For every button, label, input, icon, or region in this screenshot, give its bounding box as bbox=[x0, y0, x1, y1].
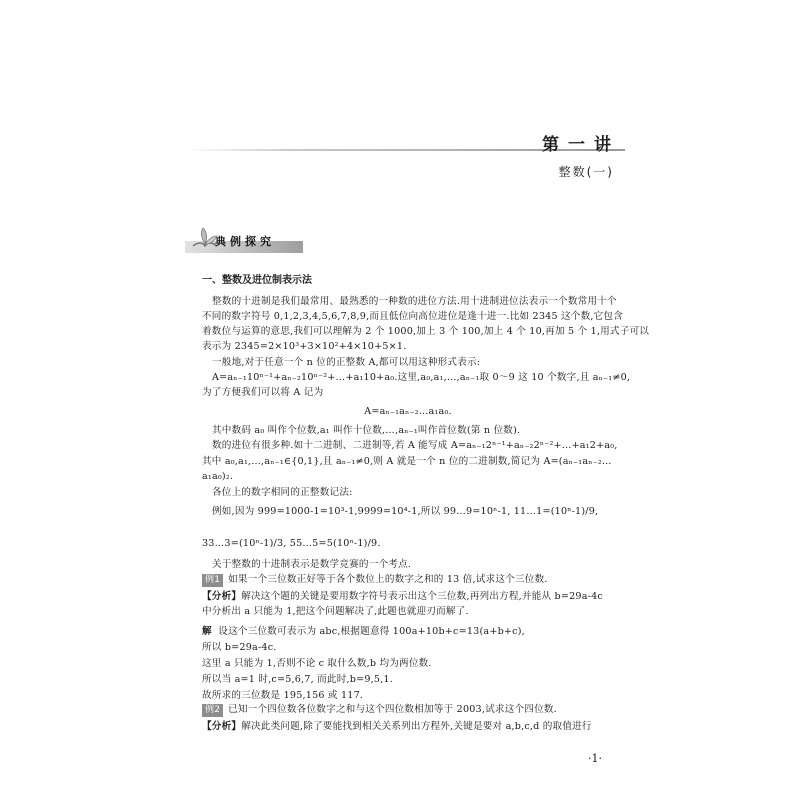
paragraph-line: 关于整数的十进制表示是数学竞赛的一个考点. bbox=[212, 559, 412, 570]
solution-line: 所以当 a=1 时,c=5,6,7, 而此时,b=9,5,1. bbox=[202, 674, 393, 685]
analysis-line bbox=[202, 590, 614, 603]
example-2 bbox=[202, 703, 614, 717]
section-banner bbox=[185, 230, 303, 252]
chapter-subtitle: 整数(一) bbox=[558, 165, 614, 179]
paragraph-line: 例如,因为 999=1000-1=10³-1,9999=10⁴-1,所以 99…9=10ⁿ-1, 11…1=(10ⁿ-1)/9, bbox=[212, 506, 599, 517]
section-title: 一、整数及进位制表示法 bbox=[202, 275, 312, 286]
analysis-line: 中分析出 a 只能为 1,把这个问题解决了,此题也就迎刃而解了. bbox=[202, 606, 469, 617]
formula-line: A=aₙ₋₁aₙ₋₂…a₁a₀. bbox=[364, 406, 452, 417]
example-tag: 例2 bbox=[202, 704, 223, 717]
paragraph-line: 33…3=(10ⁿ-1)/3, 55…5=5(10ⁿ-1)/9. bbox=[202, 538, 381, 549]
solution-line: 所以 b=29a-4c. bbox=[202, 642, 277, 653]
paragraph-line: A=aₙ₋₁10ⁿ⁻¹+aₙ₋₂10ⁿ⁻²+…+a₁10+a₀.这里,a₀,a₁,…,aₙ₋₁取 0～9 这 10 个数字,且 aₙ₋₁≠0, bbox=[212, 372, 631, 383]
solution-tag: 解 bbox=[202, 626, 212, 637]
paragraph-line: 不同的数字符号 0,1,2,3,4,5,6,7,8,9,而且低位向高位进位是逢十进一.比如 2345 这个数,它包含 bbox=[202, 311, 624, 322]
analysis-text: 解决此类问题,除了要能找到相关关系列出方程外,关键是要对 a,b,c,d 的取值进行 bbox=[241, 721, 592, 732]
paragraph-line: 各位上的数字相同的正整数记法: bbox=[212, 487, 353, 498]
solution-line bbox=[202, 625, 614, 638]
paragraph-line: 表示为 2345=2×10³+3×10²+4×10+5×1. bbox=[202, 341, 407, 352]
example-text: 如果一个三位数正好等于各个数位上的数字之和的 13 倍,试求这个三位数. bbox=[228, 574, 548, 585]
chapter-title: 第一讲 bbox=[542, 135, 620, 155]
paragraph-line: 为了方便我们可以将 A 记为 bbox=[202, 387, 324, 398]
solution-line: 故所求的三位数是 195,156 或 117. bbox=[202, 690, 364, 701]
page-number: ·1· bbox=[588, 752, 602, 765]
paragraph-line: 数的进位有很多种.如十二进制、二进制等,若 A 能写成 A=aₙ₋₁2ⁿ⁻¹+aₙ₋₂2ⁿ⁻²+…+a₁2+a₀, bbox=[212, 440, 618, 451]
solution-text: 设这个三位数可表示为 abc,根据题意得 100a+10b+c=13(a+b+c), bbox=[218, 626, 525, 637]
paragraph-line: 一般地,对于任意一个 n 位的正整数 A,都可以用这种形式表示: bbox=[212, 357, 481, 368]
solution-line: 这里 a 只能为 1,否则不论 c 取什么数,b 均为两位数. bbox=[202, 658, 432, 669]
paragraph-line: 着数位与运算的意思,我们可以理解为 2 个 1000,加上 3 个 100,加上 4 个 10,再加 5 个 1,用式子可以 bbox=[202, 326, 650, 337]
paragraph-line: a₁a₀)₂. bbox=[202, 471, 234, 482]
analysis-tag: 【分析】 bbox=[202, 591, 242, 602]
paragraph-line: 其中 a₀,a₁,…,aₙ₋₁∈{0,1},且 aₙ₋₁≠0,则 A 就是一个 n 位的二进制数,简记为 A=(aₙ₋₁aₙ₋₂… bbox=[202, 456, 612, 467]
example-tag: 例1 bbox=[202, 574, 223, 587]
example-1 bbox=[202, 573, 614, 587]
analysis-line bbox=[202, 720, 614, 733]
paragraph-line: 整数的十进制是我们最常用、最熟悉的一种数的进位方法.用十进制进位法表示一个数常用十个 bbox=[212, 296, 617, 307]
analysis-text: 解决这个题的关键是要用数字符号表示出这个三位数,再列出方程,并能从 b=29a-4c bbox=[241, 591, 603, 602]
example-text: 已知一个四位数各位数字之和与这个四位数相加等于 2003,试求这个四位数. bbox=[228, 704, 557, 715]
paragraph-line: 其中数码 a₀ 叫作个位数,a₁ 叫作十位数,…,aₙ₋₁叫作首位数(第 n 位数). bbox=[212, 425, 521, 436]
analysis-tag: 【分析】 bbox=[202, 721, 242, 732]
banner-label: 典例探究 bbox=[215, 235, 275, 248]
